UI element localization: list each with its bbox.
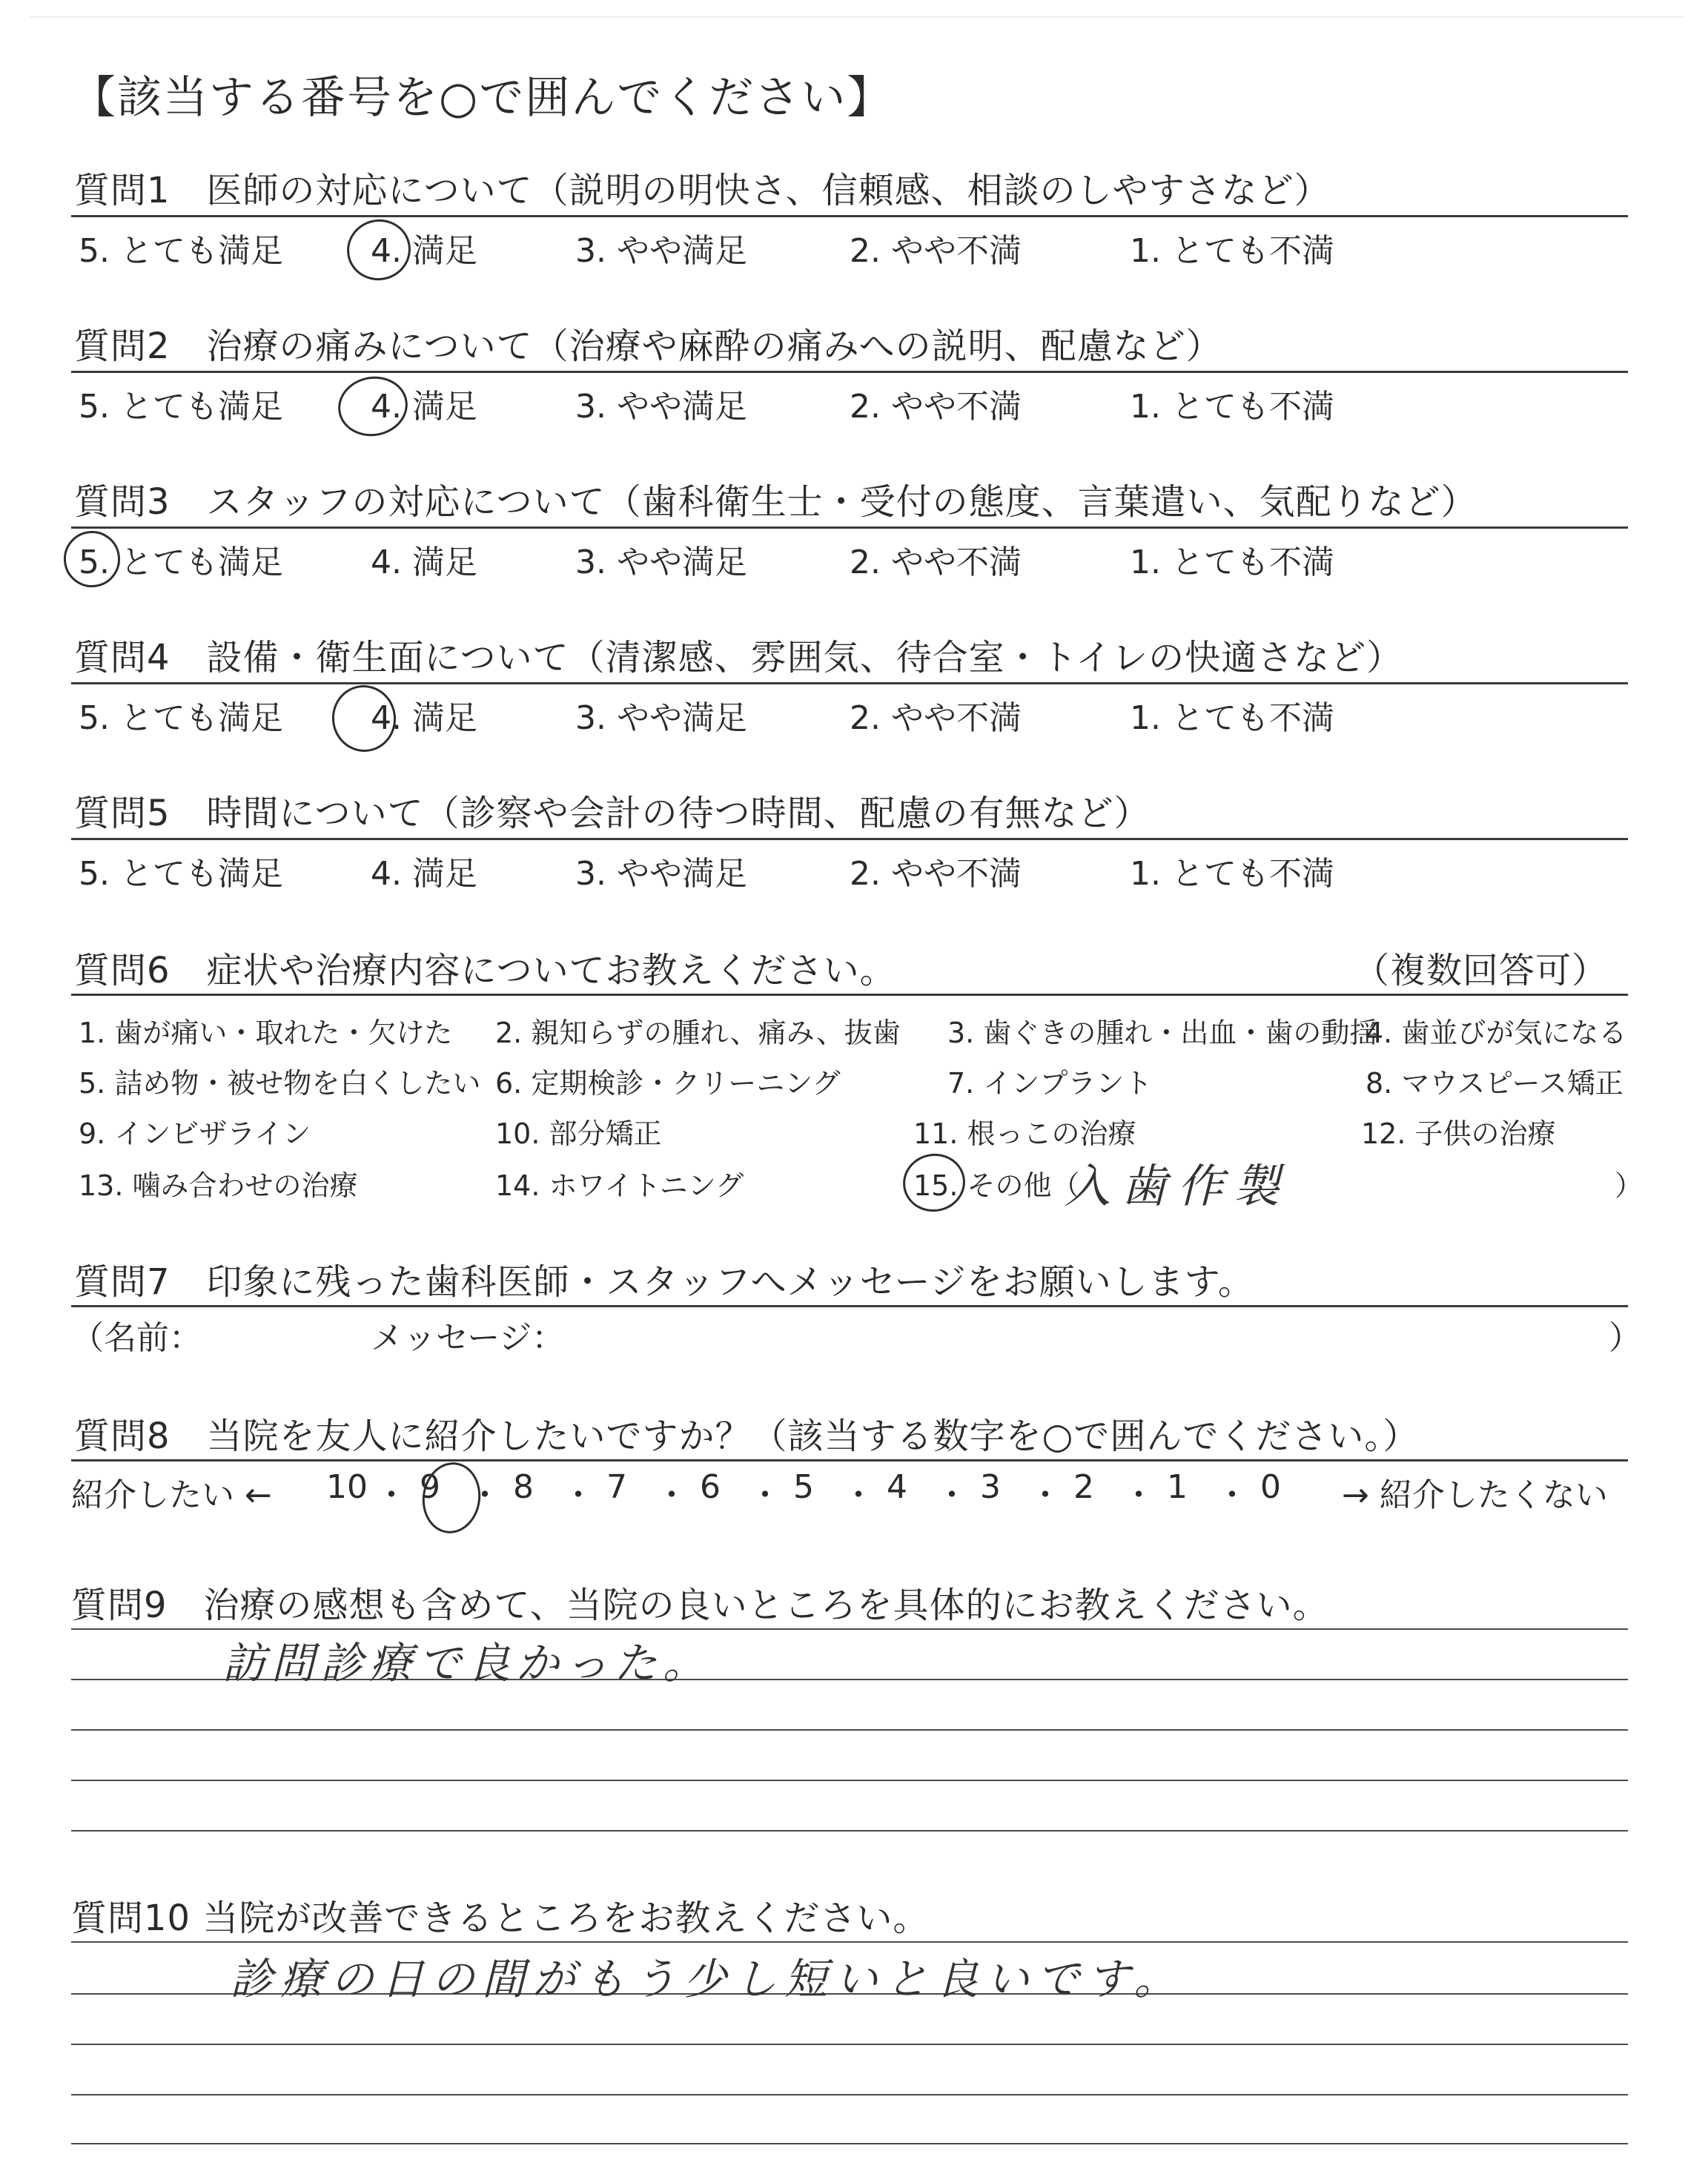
q9-rule-5 <box>71 1830 1628 1832</box>
q8-scale-value-1[interactable]: 1 <box>1167 1468 1188 1506</box>
q9-rule-3 <box>71 1729 1628 1731</box>
q1-title: 質問1 医師の対応について（説明の明快さ、信頼感、相談のしやすさなど） <box>74 170 1331 211</box>
q8-rule <box>71 1459 1628 1462</box>
q5-option-1[interactable]: 1. とても不満 <box>1130 855 1334 893</box>
q4-option-4[interactable]: 4. 満足 <box>371 699 477 737</box>
q4-option-1[interactable]: 1. とても不満 <box>1130 699 1334 737</box>
q6-selection-circle <box>898 1149 970 1216</box>
instruction-heading: 【該当する番号を○で囲んでください】 <box>71 72 893 124</box>
q1-option-2[interactable]: 2. やや不満 <box>850 232 1022 270</box>
q3-title: 質問3 スタッフの対応について（歯科衛生士・受付の態度、言葉遣い、気配りなど） <box>74 481 1477 523</box>
q3-option-3[interactable]: 3. やや満足 <box>575 544 747 581</box>
q6-option-5[interactable]: 5. 詰め物・被せ物を白くしたい <box>79 1067 481 1100</box>
q8-scale-value-2[interactable]: 2 <box>1073 1468 1094 1506</box>
q5-option-5[interactable]: 5. とても満足 <box>79 855 283 893</box>
q3-option-5[interactable]: 5. とても満足 <box>79 544 283 581</box>
q6-option-1[interactable]: 1. 歯が痛い・取れた・欠けた <box>79 1017 453 1049</box>
q8-scale-dot: ・ <box>749 1476 781 1514</box>
q8-scale-value-0[interactable]: 0 <box>1260 1468 1281 1506</box>
q6-option-12[interactable]: 12. 子供の治療 <box>1361 1117 1556 1150</box>
q4-title: 質問4 設備・衛生面について（清潔感、雰囲気、待合室・トイレの快適さなど） <box>74 637 1403 678</box>
q8-scale-value-6[interactable]: 6 <box>700 1468 721 1506</box>
q8-scale-value-7[interactable]: 7 <box>606 1468 627 1506</box>
q8-scale-dot: ・ <box>469 1476 501 1514</box>
q8-scale-value-3[interactable]: 3 <box>980 1468 1001 1506</box>
q8-scale-value-4[interactable]: 4 <box>887 1468 907 1506</box>
q7-name-label: （名前： <box>71 1319 202 1357</box>
q6-option-3[interactable]: 3. 歯ぐきの腫れ・出血・歯の動揺 <box>947 1017 1378 1049</box>
q8-right-label: → 紹介したくない <box>1342 1476 1608 1514</box>
q8-scale-dot: ・ <box>936 1476 968 1514</box>
q10-rule-5 <box>71 2143 1628 2144</box>
q6-option-13[interactable]: 13. 噛み合わせの治療 <box>79 1169 358 1202</box>
q8-scale-value-8[interactable]: 8 <box>513 1468 534 1506</box>
q6-other-close-paren: ） <box>1615 1169 1644 1202</box>
q2-option-2[interactable]: 2. やや不満 <box>850 388 1022 426</box>
q8-scale-dot: ・ <box>1216 1476 1248 1514</box>
q8-scale-dot: ・ <box>842 1476 875 1514</box>
q1-option-4[interactable]: 4. 満足 <box>371 232 477 270</box>
q10-rule-3 <box>71 2044 1628 2045</box>
q4-option-2[interactable]: 2. やや不満 <box>850 699 1022 737</box>
q6-option-14[interactable]: 14. ホワイトニング <box>495 1169 744 1202</box>
q6-option-7[interactable]: 7. インプラント <box>947 1067 1153 1100</box>
q3-option-4[interactable]: 4. 満足 <box>371 544 477 581</box>
q8-left-label: 紹介したい ← <box>71 1476 272 1514</box>
q2-title: 質問2 治療の痛みについて（治療や麻酔の痛みへの説明、配慮など） <box>74 326 1222 367</box>
page-top-edge <box>30 16 1683 18</box>
q10-rule-4 <box>71 2094 1628 2095</box>
q6-option-4[interactable]: 4. 歯並びが気になる <box>1366 1017 1627 1049</box>
q8-scale-value-10[interactable]: 10 <box>326 1468 368 1506</box>
q6-option-9[interactable]: 9. インビザライン <box>79 1117 311 1150</box>
q8-scale-dot: ・ <box>375 1476 408 1514</box>
q1-option-1[interactable]: 1. とても不満 <box>1130 232 1334 270</box>
q6-rule <box>71 994 1628 996</box>
q4-option-3[interactable]: 3. やや満足 <box>575 699 747 737</box>
q5-option-2[interactable]: 2. やや不満 <box>850 855 1022 893</box>
q9-handwritten-answer: 訪問診療で良かった。 <box>222 1638 712 1688</box>
q10-handwritten-answer: 診療の日の間がもう少し短いと良いです。 <box>230 1954 1185 2004</box>
q8-scale-value-5[interactable]: 5 <box>793 1468 814 1506</box>
q3-option-2[interactable]: 2. やや不満 <box>850 544 1022 581</box>
q6-option-2[interactable]: 2. 親知らずの腫れ、痛み、抜歯 <box>495 1017 901 1049</box>
q6-title: 質問6 症状や治療内容についてお教えください。 <box>74 950 896 991</box>
q10-rule-1 <box>71 1941 1628 1943</box>
q6-option-8[interactable]: 8. マウスピース矯正 <box>1366 1067 1623 1100</box>
q5-rule <box>71 838 1628 840</box>
q8-scale-dot: ・ <box>1122 1476 1155 1514</box>
q1-rule <box>71 215 1628 217</box>
q8-scale-dot: ・ <box>655 1476 688 1514</box>
q8-scale-dot: ・ <box>562 1476 595 1514</box>
q9-rule-4 <box>71 1780 1628 1781</box>
q7-close-paren: ） <box>1609 1319 1641 1357</box>
q2-option-5[interactable]: 5. とても満足 <box>79 388 283 426</box>
q6-other-handwritten: 入歯作製 <box>1065 1159 1291 1213</box>
q1-option-3[interactable]: 3. やや満足 <box>575 232 747 270</box>
q6-option-10[interactable]: 10. 部分矯正 <box>495 1117 662 1150</box>
q5-title: 質問5 時間について（診察や会計の待つ時間、配慮の有無など） <box>74 793 1151 834</box>
q5-option-3[interactable]: 3. やや満足 <box>575 855 747 893</box>
q8-title: 質問8 当院を友人に紹介したいですか？（該当する数字を○で囲んでください。） <box>74 1416 1420 1457</box>
q6-option-6[interactable]: 6. 定期検診・クリーニング <box>495 1067 841 1100</box>
q8-scale-dot: ・ <box>1029 1476 1062 1514</box>
q4-rule <box>71 682 1628 684</box>
q2-option-1[interactable]: 1. とても不満 <box>1130 388 1334 426</box>
q6-option-11[interactable]: 11. 根っこの治療 <box>913 1117 1136 1150</box>
q3-rule <box>71 526 1628 529</box>
q9-title: 質問9 治療の感想も含めて、当院の良いところを具体的にお教えください。 <box>71 1585 1329 1626</box>
q3-option-1[interactable]: 1. とても不満 <box>1130 544 1334 581</box>
q10-title: 質問10 当院が改善できるところをお教えください。 <box>71 1898 930 1939</box>
q7-rule <box>71 1305 1628 1307</box>
q1-option-5[interactable]: 5. とても満足 <box>79 232 283 270</box>
q6-note: （複数回答可） <box>1354 950 1609 991</box>
q2-rule <box>71 371 1628 373</box>
q5-option-4[interactable]: 4. 満足 <box>371 855 477 893</box>
q7-title: 質問7 印象に残った歯科医師・スタッフへメッセージをお願いします。 <box>74 1261 1254 1303</box>
q7-message-label: メッセージ： <box>371 1319 565 1357</box>
q2-option-3[interactable]: 3. やや満足 <box>575 388 747 426</box>
q8-scale-value-9[interactable]: 9 <box>420 1468 440 1506</box>
q4-option-5[interactable]: 5. とても満足 <box>79 699 283 737</box>
q2-option-4[interactable]: 4. 満足 <box>371 388 477 426</box>
q6-option-15[interactable]: 15. その他（ <box>913 1169 1080 1202</box>
